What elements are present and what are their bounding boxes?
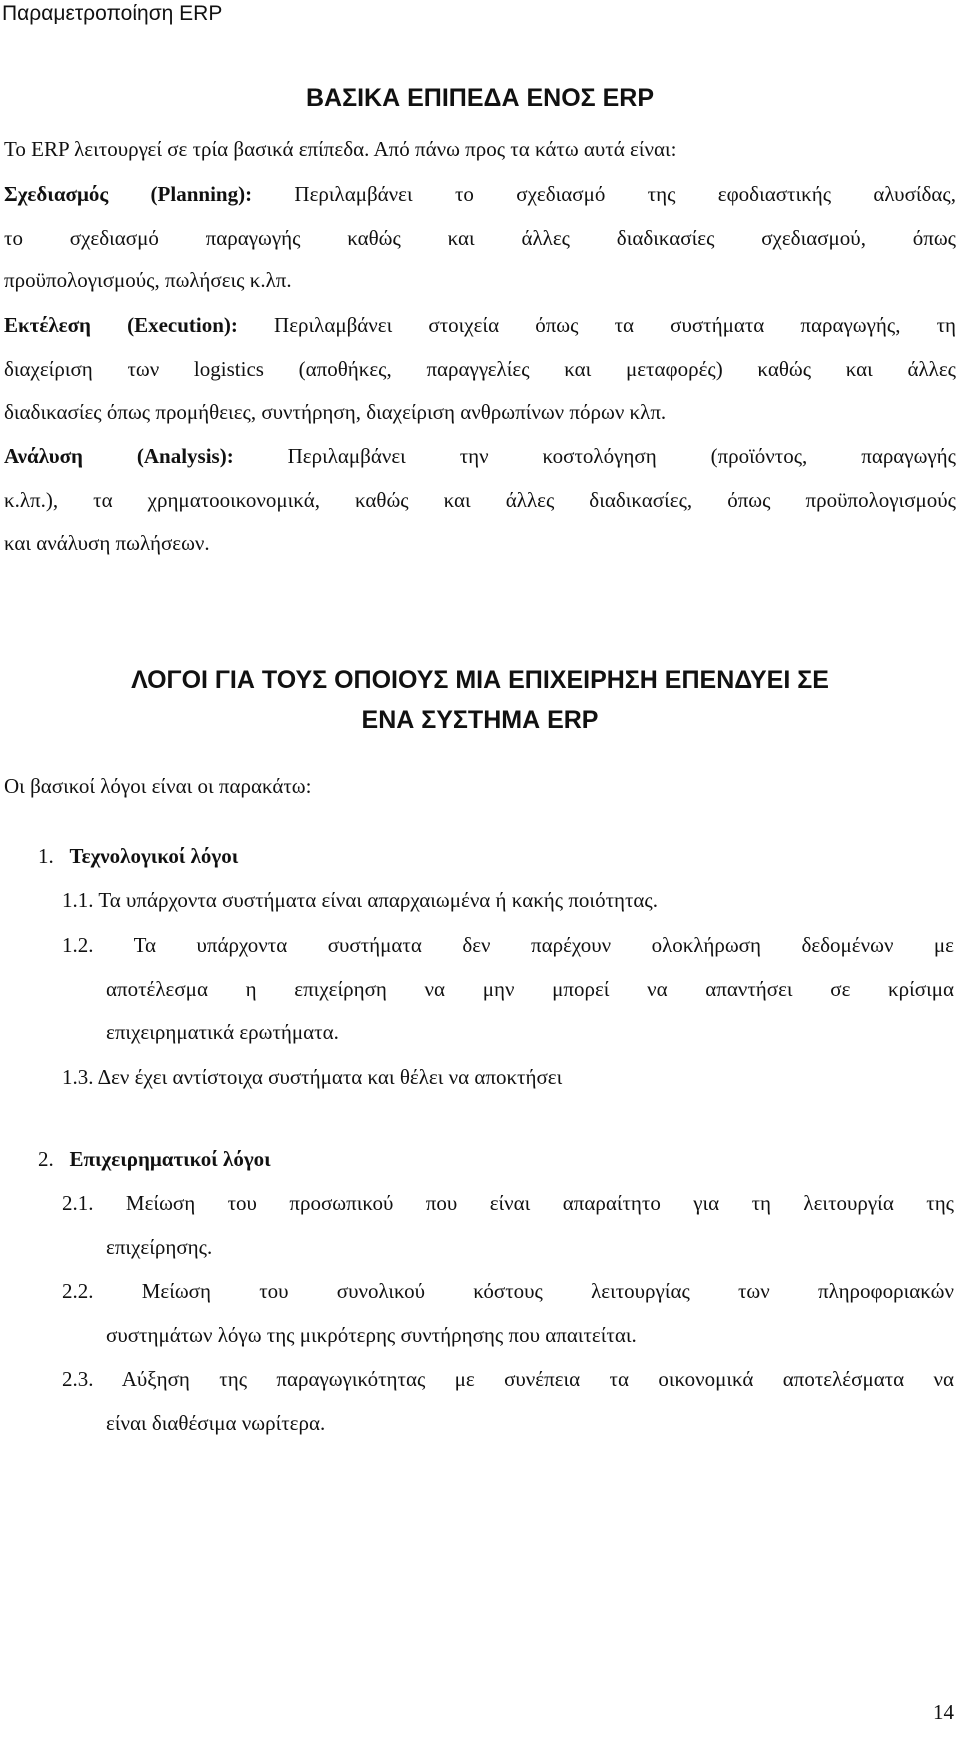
analysis-line-2: κ.λπ.), τα χρηματοοικονομικά, καθώς και άλλες διαδικασίες, όπως προϋπολογισμούς (4, 488, 956, 512)
page-number: 14 (933, 1700, 954, 1724)
item-1-2-num: 1.2. (62, 933, 94, 957)
running-header: Παραμετροποίηση ERP (2, 2, 223, 25)
item-1-2-line-2: αποτέλεσμα η επιχείρηση να μην μπορεί να απαντήσει σε κρίσιμα (106, 977, 954, 1001)
item-1-1-num: 1.1. (62, 888, 94, 912)
reasons-intro: Οι βασικοί λόγοι είναι οι παρακάτω: (4, 774, 312, 798)
analysis-line-1 (4, 444, 956, 469)
item-1-3-num: 1.3. (62, 1065, 94, 1089)
item-2-2-text-1: Μείωση του συνολικού κόστους λειτουργίας των πληροφοριακών (141, 1279, 954, 1303)
item-1-3-text: Δεν έχει αντίστοιχα συστήματα και θέλει να αποκτήσει (97, 1065, 563, 1089)
item-1-1 (62, 888, 942, 913)
group1-title: Τεχνολογικοί λόγοι (69, 844, 239, 868)
group2-number: 2. (38, 1147, 54, 1171)
execution-text-1: Περιλαμβάνει στοιχεία όπως τα συστήματα παραγωγής, τη (274, 313, 956, 337)
planning-line-1 (4, 182, 956, 207)
planning-line-3: προϋπολογισμούς, πωλήσεις κ.λπ. (4, 268, 292, 292)
execution-term: Εκτέλεση (Execution): (4, 313, 238, 337)
group1-number: 1. (38, 844, 54, 868)
section-title-reasons-1: ΛΟΓΟΙ ΓΙΑ ΤΟΥΣ ΟΠΟΙΟΥΣ ΜΙΑ ΕΠΙΧΕΙΡΗΣΗ ΕΠΕΝΔΥΕΙ ΣΕ (131, 666, 829, 694)
planning-term: Σχεδιασμός (Planning): (4, 182, 253, 206)
execution-line-2: διαχείριση των logistics (αποθήκες, παραγγελίες και μεταφορές) καθώς και άλλες (4, 357, 956, 381)
item-2-2-line-1 (62, 1279, 954, 1304)
execution-line-3: διαδικασίες όπως προμήθειες, συντήρηση, διαχείριση ανθρωπίνων πόρων κλπ. (4, 400, 667, 424)
intro-paragraph: Το ERP λειτουργεί σε τρία βασικά επίπεδα. Από πάνω προς τα κάτω αυτά είναι: (4, 137, 677, 161)
section-title-reasons-2: ΕΝΑ ΣΥΣΤΗΜΑ ERP (361, 706, 599, 734)
group2-heading (38, 1147, 938, 1172)
execution-line-1 (4, 313, 956, 338)
item-1-2-line-1 (62, 933, 954, 958)
item-2-3-num: 2.3. (62, 1367, 94, 1391)
analysis-text-1: Περιλαμβάνει την κοστολόγηση (προϊόντος, παραγωγής (287, 444, 956, 468)
item-2-2-num: 2.2. (62, 1279, 94, 1303)
item-2-1-line-2: επιχείρησης. (106, 1235, 213, 1259)
item-2-1-line-1 (62, 1191, 954, 1216)
analysis-term: Ανάλυση (Analysis): (4, 444, 234, 468)
group1-heading (38, 844, 938, 869)
item-2-1-num: 2.1. (62, 1191, 94, 1215)
item-2-3-line-2: είναι διαθέσιμα νωρίτερα. (106, 1411, 326, 1435)
analysis-line-3: και ανάλυση πωλήσεων. (4, 531, 210, 555)
item-2-2-line-2: συστημάτων λόγω της μικρότερης συντήρησης που απαιτείται. (106, 1323, 637, 1347)
group2-title: Επιχειρηματικοί λόγοι (69, 1147, 271, 1171)
item-1-3 (62, 1065, 942, 1090)
item-1-2-text-1: Τα υπάρχοντα συστήματα δεν παρέχουν ολοκλήρωση δεδομένων με (133, 933, 954, 957)
item-2-1-text-1: Μείωση του προσωπικού που είναι απαραίτητο για τη λειτουργία της (125, 1191, 954, 1215)
item-2-3-line-1 (62, 1367, 954, 1392)
section-title-levels: ΒΑΣΙΚΑ ΕΠΙΠΕΔΑ ΕΝΟΣ ERP (305, 84, 654, 112)
planning-line-2: το σχεδιασμό παραγωγής καθώς και άλλες διαδικασίες σχεδιασμού, όπως (4, 226, 956, 250)
item-1-2-line-3: επιχειρηματικά ερωτήματα. (106, 1020, 339, 1044)
planning-text-1: Περιλαμβάνει το σχεδιασμό της εφοδιαστικής αλυσίδας, (294, 182, 956, 206)
item-2-3-text-1: Αύξηση της παραγωγικότητας με συνέπεια τα οικονομικά αποτελέσματα να (121, 1367, 954, 1391)
item-1-1-text: Τα υπάρχοντα συστήματα είναι απαρχαιωμένα ή κακής ποιότητας. (98, 888, 659, 912)
